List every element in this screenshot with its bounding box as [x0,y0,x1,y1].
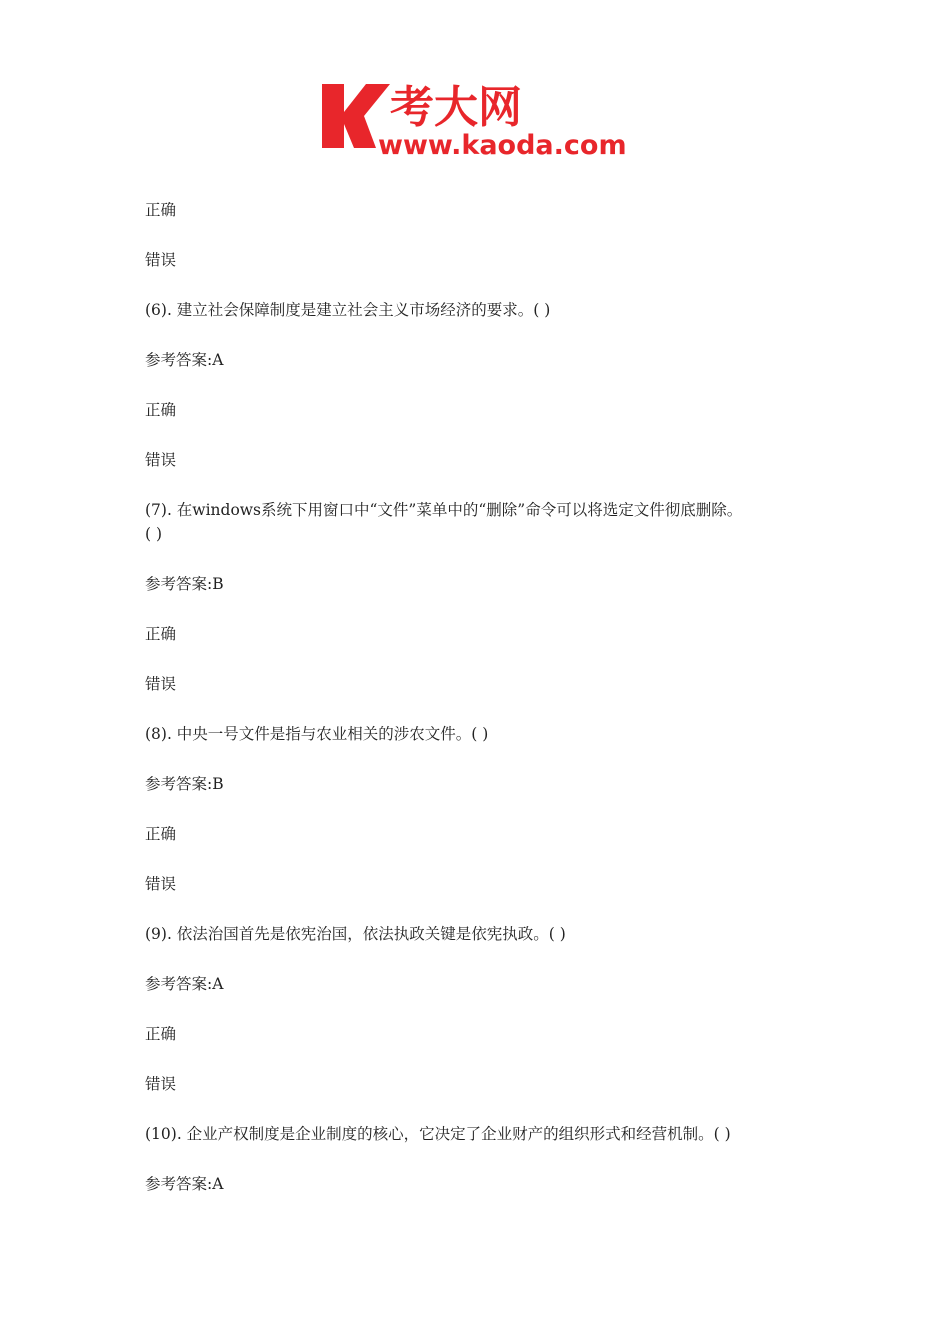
question-6: (6). 建立社会保障制度是建立社会主义市场经济的要求。( ) [145,301,551,319]
option-correct: 正确 [145,1025,177,1043]
logo-url-text: www.kaoda.com [378,130,627,160]
question-7-line-2: ( ) [145,525,163,543]
option-wrong: 错误 [145,251,177,269]
option-correct: 正确 [145,625,177,643]
option-wrong: 错误 [145,451,177,469]
answer-10: 参考答案:A [145,1175,224,1193]
question-7-line-1: (7). 在windows系统下用窗口中“文件”菜单中的“删除”命令可以将选定文件彻底删除。 [145,501,743,519]
answer-7: 参考答案:B [145,575,224,593]
question-10: (10). 企业产权制度是企业制度的核心，它决定了企业财产的组织形式和经营机制。( ) [145,1125,731,1143]
answer-9: 参考答案:A [145,975,224,993]
option-correct: 正确 [145,201,177,219]
question-9: (9). 依法治国首先是依宪治国，依法执政关键是依宪执政。( ) [145,925,566,943]
option-wrong: 错误 [145,875,177,893]
logo-brand-text: 考大网 [390,82,522,133]
option-wrong: 错误 [145,1075,177,1093]
answer-6: 参考答案:A [145,351,224,369]
question-8: (8). 中央一号文件是指与农业相关的涉农文件。( ) [145,725,489,743]
kaoda-logo-graphic [318,78,640,160]
option-correct: 正确 [145,825,177,843]
document-body [145,198,835,1196]
kaoda-logo [318,78,640,160]
answer-8: 参考答案:B [145,775,224,793]
option-correct: 正确 [145,401,177,419]
question-7 [145,498,835,546]
option-wrong: 错误 [145,675,177,693]
